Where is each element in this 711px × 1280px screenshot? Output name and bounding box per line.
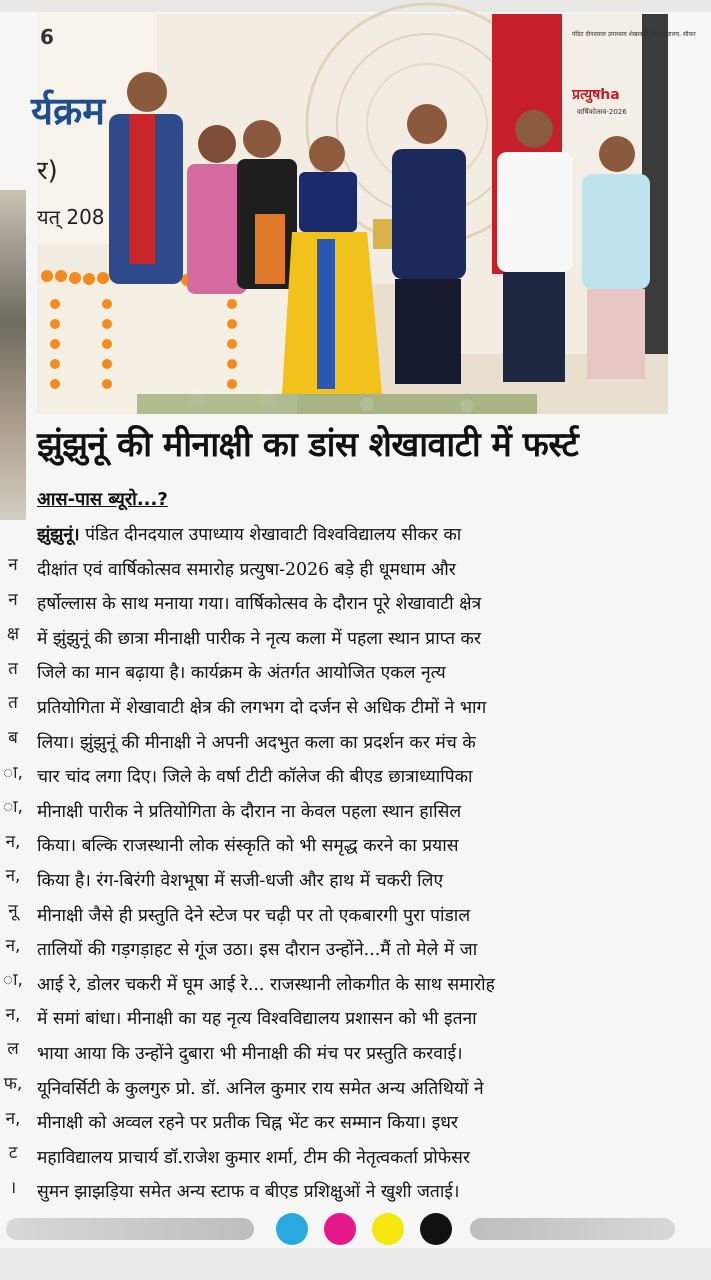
body-line: मीनाक्षी को अव्वल रहने पर प्रतीक चिह्न भेंट कर सम्मान किया। इधर — [37, 1113, 459, 1134]
print-registration-bar — [0, 1212, 711, 1248]
banner-brand: प्रत्युषha — [572, 87, 620, 103]
registration-dot-black — [420, 1213, 452, 1245]
registration-dot-yellow — [372, 1213, 404, 1245]
adjacent-column-char: नू — [8, 900, 18, 921]
event-photo — [31, 14, 696, 414]
body-line: किया है। रंग-बिरंगी वेशभूषा में सजी-धजी और हाथ में चकरी लिए — [37, 870, 444, 891]
adjacent-column-char: ा, — [3, 762, 23, 783]
body-line: भाया आया कि उन्होंने दुबारा भी मीनाक्षी की मंच पर प्रस्तुति करवाई। — [37, 1043, 463, 1064]
adjacent-column-char: न, — [5, 1004, 21, 1025]
adjacent-column-char: । — [9, 1177, 17, 1198]
body-line: महाविद्यालय प्राचार्य डॉ.राजेश कुमार शर्मा, टीम की नेतृत्वकर्ता प्रोफेसर — [37, 1147, 471, 1168]
adjacent-column-char: ब — [8, 727, 18, 748]
adjacent-column-char: न, — [5, 866, 21, 887]
body-line: जिले का मान बढ़ाया है। कार्यक्रम के अंतर्गत आयोजित एकल नृत्य — [37, 663, 446, 684]
body-line: यूनिवर्सिटी के कुलगुरु प्रो. डॉ. अनिल कुमार राय समेत अन्य अतिथियों ने — [37, 1078, 484, 1099]
adjacent-column-char: ा, — [3, 970, 23, 991]
adjacent-column-char: फ, — [3, 1073, 23, 1094]
top-page-strip — [0, 0, 711, 12]
body-line: आई रे, डोलर चकरी में घूम आई रे... राजस्थानी लोकगीत के साथ समारोह — [37, 974, 495, 995]
adjacent-column-char: न, — [5, 935, 21, 956]
body-line: में झुंझुनूं की छात्रा मीनाक्षी पारीक ने नृत्य कला में पहला स्थान प्राप्त कर — [37, 628, 481, 649]
registration-bar-left — [6, 1218, 254, 1240]
body-line: प्रतियोगिता में शेखावाटी क्षेत्र की लगभग दो दर्जन से अधिक टीमों ने भाग — [37, 697, 487, 718]
body-line: लिया। झुंझुनूं की मीनाक्षी ने अपनी अदभुत कला का प्रदर्शन कर मंच के — [37, 732, 476, 753]
adjacent-column-char: ल — [7, 1039, 19, 1060]
adjacent-column-char: त — [8, 658, 18, 679]
adjacent-column-text — [0, 548, 26, 1205]
article-body — [37, 518, 671, 1210]
adjacent-column-char: न, — [5, 831, 21, 852]
banner-subtitle: वार्षिकोत्सव-2026 — [577, 108, 627, 116]
body-line: चार चांद लगा दिए। जिले के वर्षा टीटी कॉलेज की बीएड छात्राध्यापिका — [37, 767, 473, 788]
adjacent-column-char: न — [8, 555, 18, 575]
adjacent-column-char: न — [8, 589, 18, 610]
bottom-page-strip — [0, 1248, 711, 1280]
registration-bar-right — [470, 1218, 675, 1240]
adjacent-column-char: त — [8, 693, 18, 714]
backdrop-title-text: र्यक्रम — [31, 89, 105, 133]
article-byline: आस-पास ब्यूरो...? — [37, 489, 168, 510]
adjacent-column-char: न, — [5, 1108, 21, 1129]
adjacent-column-char: ट — [8, 1143, 18, 1164]
article-dateline: झुंझुनूं। — [37, 525, 80, 545]
article-headline: झुंझुनूं की मीनाक्षी का डांस शेखावाटी में फर्स्ट — [37, 425, 579, 465]
adjacent-column-char: क्ष — [6, 624, 20, 645]
body-line: मीनाक्षी पारीक ने प्रतियोगिता के दौरान ना केवल पहला स्थान हासिल — [37, 801, 462, 822]
banner-small-text: पंडित दीनदयाल उपाध्याय शेखावाटी विश्वविद्यालय, सीकर — [572, 31, 696, 38]
body-line: हर्षोल्लास के साथ मनाया गया। वार्षिकोत्सव के दौरान पूरे शेखावाटी क्षेत्र — [37, 594, 482, 615]
body-line: दीक्षांत एवं वार्षिकोत्सव समारोह प्रत्युषा-2026 बड़े ही धूमधाम और — [37, 559, 456, 580]
body-line: किया। बल्कि राजस्थानी लोक संस्कृति को भी समृद्ध करने का प्रयास — [37, 836, 459, 857]
registration-dot-cyan — [276, 1213, 308, 1245]
body-line: तालियों की गड़गड़ाहट से गूंज उठा। इस दौरान उन्होंने...मैं तो मेले में जा — [37, 940, 478, 961]
backdrop-side-text: र) — [37, 156, 58, 186]
body-line: पंडित दीनदयाल उपाध्याय शेखावाटी विश्वविद्यालय सीकर का — [79, 525, 462, 545]
backdrop-page-number: 6 — [40, 25, 54, 49]
adjacent-column-char: ा, — [3, 797, 23, 818]
adjacent-column-photo — [0, 190, 26, 520]
body-line: मीनाक्षी जैसे ही प्रस्तुति देने स्टेज पर चढ़ी पर तो एकबारगी पुरा पांडाल — [37, 905, 471, 926]
body-line: में समां बांधा। मीनाक्षी का यह नृत्य विश्वविद्यालय प्रशासन को भी इतना — [37, 1009, 477, 1030]
backdrop-year-text: यत् 208 — [37, 205, 105, 229]
body-line: सुमन झाझड़िया समेत अन्य स्टाफ व बीएड प्रशिक्षुओं ने खुशी जताई। — [37, 1182, 460, 1203]
registration-dot-magenta — [324, 1213, 356, 1245]
